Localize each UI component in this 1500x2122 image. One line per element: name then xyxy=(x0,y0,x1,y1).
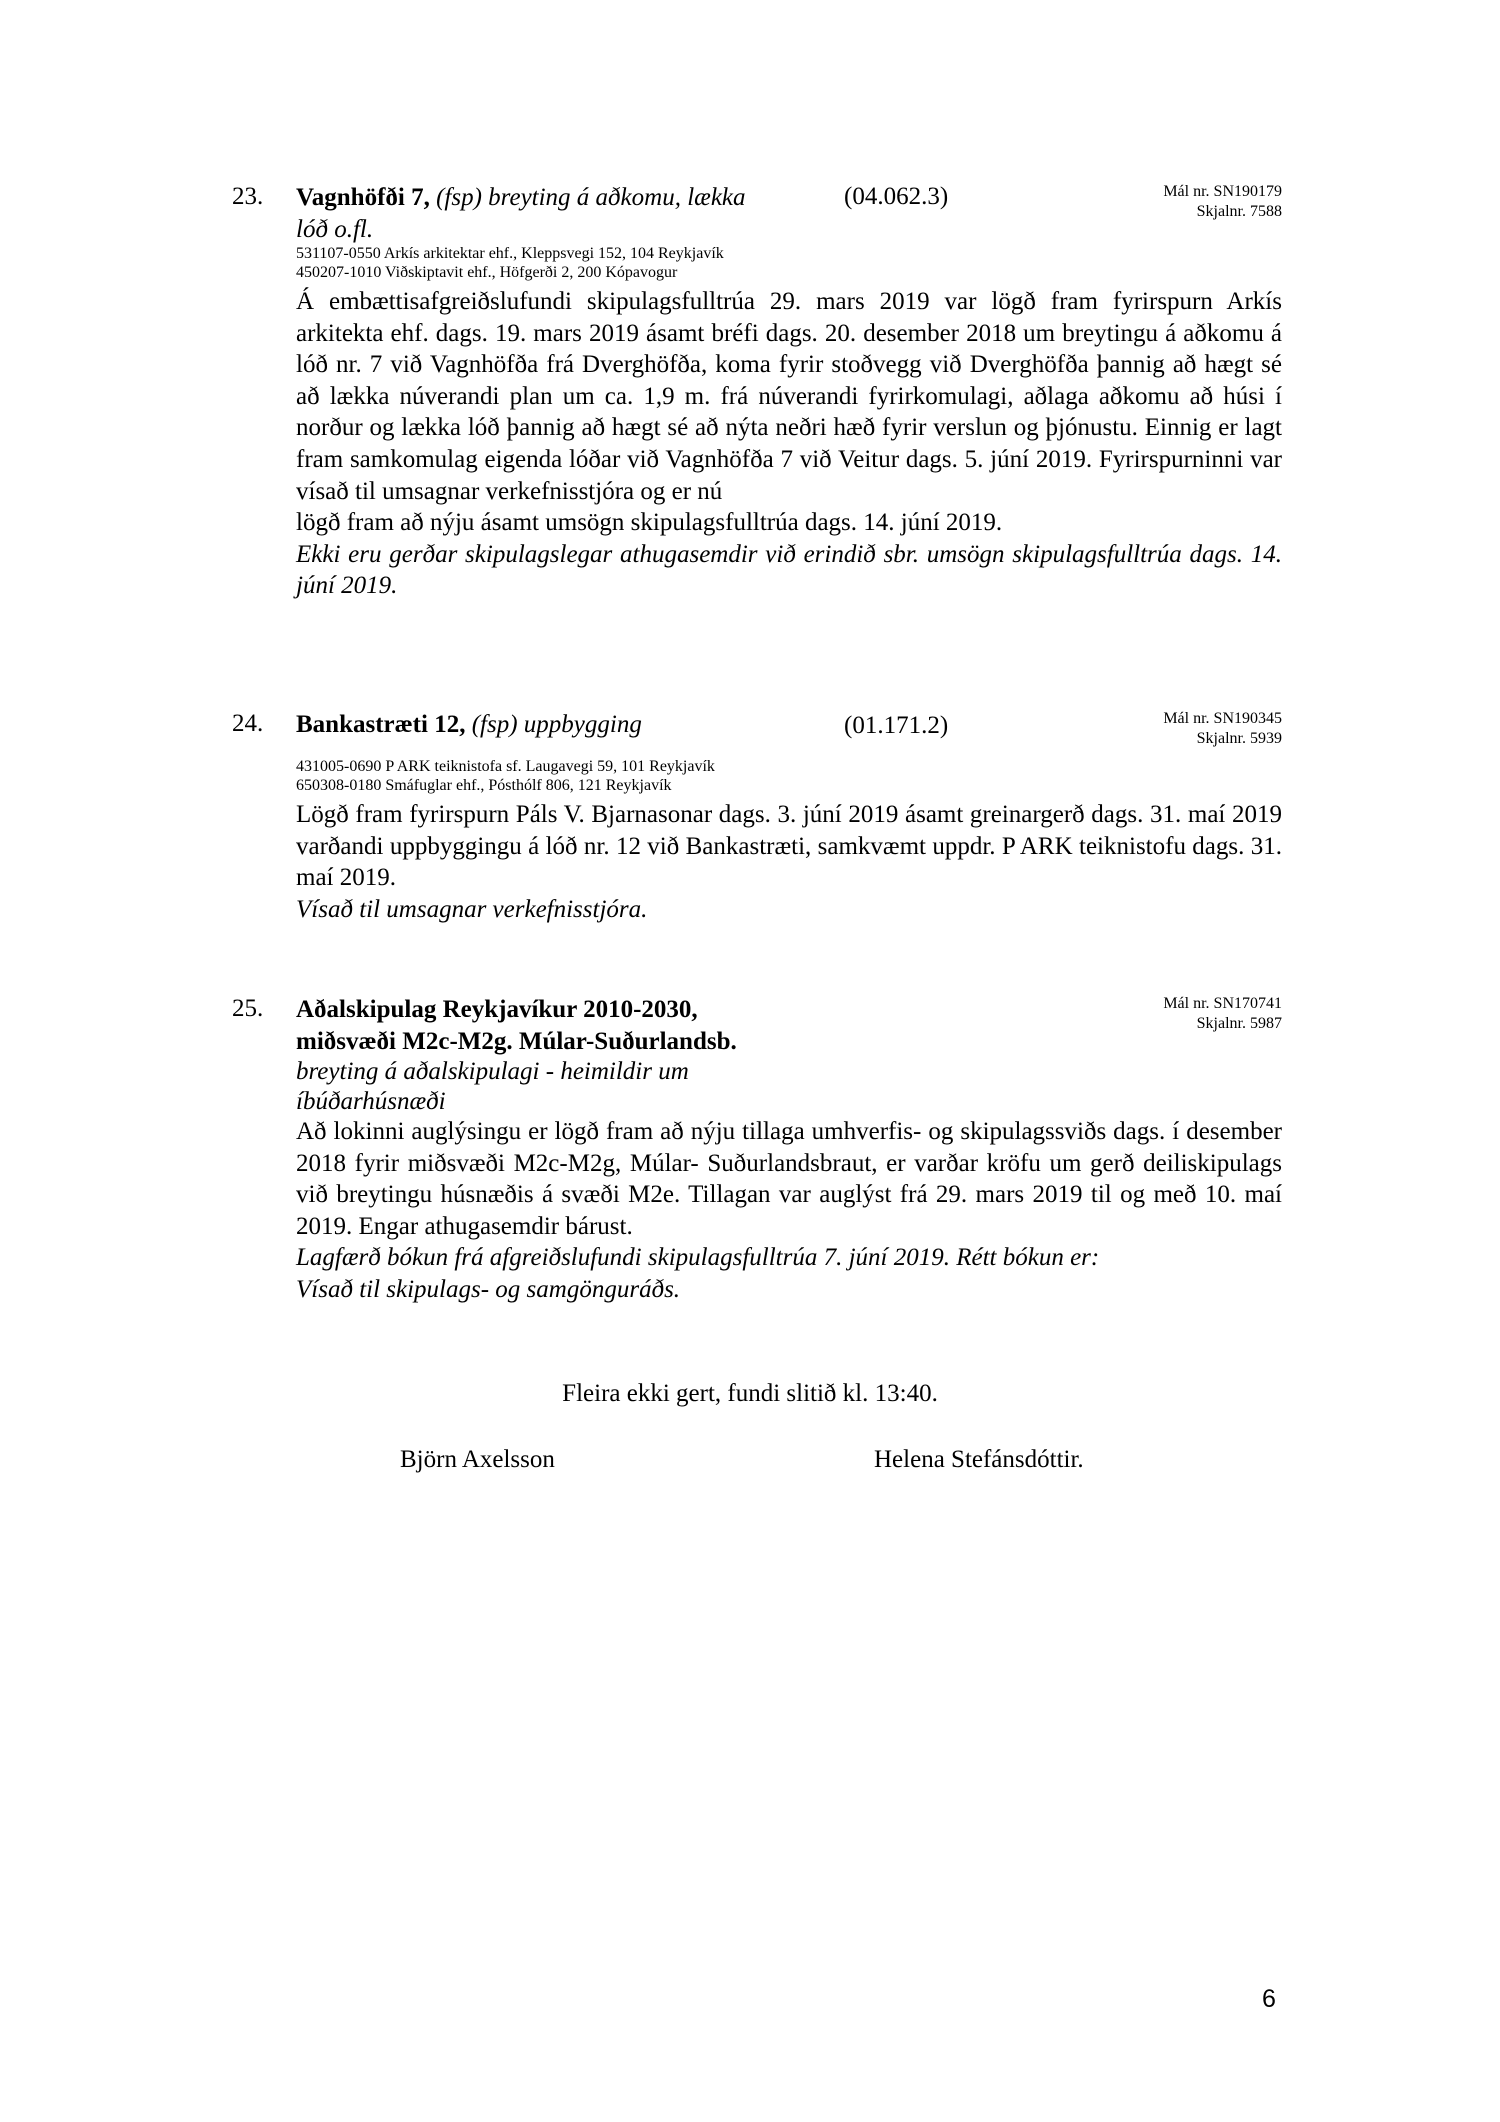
item-subtitle: (fsp) breyting á aðkomu, lækka xyxy=(436,184,746,211)
item-text: Að lokinni auglýsingu er lögð fram að nýju tillaga umhverfis- og skipulagssviðs dags. í desember 2018 fyrir miðsvæði M2c-M2g, Múlar- Suðurlandsbraut, er varðar kröfu um gerð deiliskipulags við breytingu húsnæðis á svæði M2e. Tillagan var auglýst frá 29. mars 2019 til og með 10. maí 2019. Engar athugasemdir bárust. xyxy=(296,1118,1282,1240)
agenda-item-23 xyxy=(232,178,1282,658)
case-number: Mál nr. SN190179 xyxy=(1163,183,1282,200)
case-number: Mál nr. SN170741 xyxy=(1163,995,1282,1012)
party: 531107-0550 Arkís arkitektar ehf., Kleppsvegi 152, 104 Reykjavík xyxy=(296,245,724,262)
item-decision-cont: Vísað til skipulags- og samgönguráðs. xyxy=(296,1275,681,1303)
item-number: 23. xyxy=(232,183,264,210)
item-subtitle-line2 xyxy=(296,1086,446,1118)
signature-1: Björn Axelsson xyxy=(400,1446,555,1473)
item-number: 24. xyxy=(232,710,264,737)
closing-statement: Fleira ekki gert, fundi slitið kl. 13:40. xyxy=(562,1380,938,1407)
item-text-cont: lögð fram að nýju ásamt umsögn skipulagsfulltrúa dags. 14. júní 2019. xyxy=(296,509,1003,537)
document-number: Skjalnr. 5987 xyxy=(1196,1015,1282,1032)
item-heading xyxy=(296,709,642,741)
item-subtitle-line1 xyxy=(296,1056,689,1088)
item-subtitle: breyting á aðalskipulagi - heimildir um xyxy=(296,1058,689,1085)
item-decision: Lagfærð bókun frá afgreiðslufundi skipulagsfulltrúa 7. júní 2019. Rétt bókun er: xyxy=(296,1244,1100,1272)
item-title-cont: miðsvæði M2c-M2g. Múlar-Suðurlandsb. xyxy=(296,1028,737,1055)
item-reference: (01.171.2) xyxy=(844,712,949,739)
page-number: 6 xyxy=(1262,1985,1276,2013)
party: 431005-0690 P ARK teiknistofa sf. Laugavegi 59, 101 Reykjavík xyxy=(296,758,715,775)
item-title: Vagnhöfði 7, xyxy=(296,184,430,211)
agenda-item-24 xyxy=(232,705,1282,945)
parties xyxy=(296,244,724,282)
item-number: 25. xyxy=(232,995,264,1022)
item-body xyxy=(296,286,1282,602)
item-body xyxy=(296,1116,1282,1306)
item-decision: Vísað til umsagnar verkefnisstjóra. xyxy=(296,895,648,923)
item-heading xyxy=(296,182,746,214)
item-body xyxy=(296,799,1282,925)
item-heading xyxy=(296,994,698,1026)
case-info xyxy=(1163,182,1282,222)
parties xyxy=(296,757,715,795)
case-info xyxy=(1163,994,1282,1034)
signature-2: Helena Stefánsdóttir. xyxy=(874,1446,1084,1473)
case-number: Mál nr. SN190345 xyxy=(1163,710,1282,727)
item-subtitle-cont: íbúðarhúsnæði xyxy=(296,1088,446,1115)
item-subtitle: (fsp) uppbygging xyxy=(471,711,642,738)
case-info xyxy=(1163,709,1282,749)
item-title: Aðalskipulag Reykjavíkur 2010-2030, xyxy=(296,996,698,1023)
item-text: Á embættisafgreiðslufundi skipulagsfulltrúa 29. mars 2019 var lögð fram fyrirspurn Arkís arkitekta ehf. dags. 19. mars 2019 ásamt bréfi dags. 20. desember 2018 um breytingu á aðkomu á lóð nr. 7 við Vagnhöfða frá Dverghöfða, koma fyrir stoðvegg við Dverghöfða þannig að hægt sé að lækka núverandi plan um ca. 1,9 m. frá núverandi fyrirkomulagi, aðlaga aðkomu að húsi í norður og lækka lóð þannig að hægt sé að nýta neðri hæð fyrir verslun og þjónustu. Einnig er lagt fram samkomulag eigenda lóðar við Vagnhöfða 7 við Veitur dags. 5. júní 2019. Fyrirspurninni var vísað til umsagnar verkefnisstjóra og er nú xyxy=(296,288,1282,505)
document-number: Skjalnr. 7588 xyxy=(1196,203,1282,220)
item-decision: Ekki eru gerðar skipulagslegar athugasemdir við erindið sbr. umsögn skipulagsfulltrúa dags. 14. júní 2019. xyxy=(296,540,1282,600)
item-reference: (04.062.3) xyxy=(844,183,949,210)
item-heading-line2 xyxy=(296,1026,737,1058)
party: 650308-0180 Smáfuglar ehf., Pósthólf 806, 121 Reykjavík xyxy=(296,777,672,794)
item-title: Bankastræti 12, xyxy=(296,711,466,738)
party: 450207-1010 Viðskiptavit ehf., Höfgerði 2, 200 Kópavogur xyxy=(296,264,678,281)
document-number: Skjalnr. 5939 xyxy=(1196,730,1282,747)
item-text: Lögð fram fyrirspurn Páls V. Bjarnasonar dags. 3. júní 2019 ásamt greinargerð dags. 31. maí 2019 varðandi uppbyggingu á lóð nr. 12 við Bankastræti, samkvæmt uppdr. P ARK teiknistofu dags. 31. maí 2019. xyxy=(296,801,1282,892)
item-subtitle-line2 xyxy=(296,214,373,246)
item-subtitle-cont: lóð o.fl. xyxy=(296,216,374,243)
agenda-item-25 xyxy=(232,990,1282,1330)
